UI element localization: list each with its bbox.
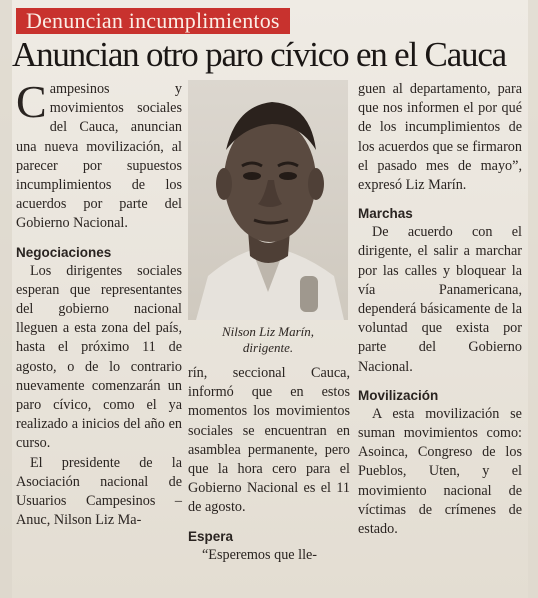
subhead-espera: Espera xyxy=(188,528,234,544)
article-column-1 xyxy=(16,76,182,530)
adjacent-column-bleed-right xyxy=(528,0,538,598)
adjacent-column-bleed-left xyxy=(0,0,12,598)
lead-paragraph xyxy=(16,76,182,234)
lead-text: ampesinos y movimientos sociales del Cauca, anuncian una nueva movilización, al parecer por supuestos incumplimientos de los acuerdos por parte del Gobierno Nacional. xyxy=(16,81,182,232)
subhead-negociaciones: Negociaciones xyxy=(16,244,112,260)
drop-cap: C xyxy=(16,76,47,127)
caption-role: dirigente. xyxy=(242,340,294,355)
paragraph-espera: “Esperemos que lle- xyxy=(202,546,318,563)
photo-caption xyxy=(188,324,348,356)
paragraph-negociaciones: Los dirigentes sociales esperan que representantes del gobierno nacional lleguen a esta zona del país, hasta el próximo 11 de agosto, o de lo contrario nuevamente comenzarán un paro cívico, como el ya realizado a inicios del año en curso. xyxy=(16,262,182,452)
article-column-3 xyxy=(358,80,522,539)
portrait-photo xyxy=(188,80,348,320)
paragraph-continuation: rín, seccional Cauca, informó que en estos momentos los movimientos sociales se encuentran en asamblea permanente, pero que la hora cero para el Gobierno Nacional es el 11 de agosto. xyxy=(188,365,350,516)
paragraph-movilizacion: A esta movilización se suman movimientos como: Asoinca, Congreso de los Pueblos, Uten, y el movimiento nacional de víctimas de crímenes de estado. xyxy=(358,405,522,538)
article-headline: Anuncian otro paro cívico en el Cauca xyxy=(12,35,506,74)
paragraph-quote-end: guen al departamento, para que nos informen el por qué de los incumplimientos de los acuerdos que se firmaron el pasado mes de mayo”, expresó Liz Marín. xyxy=(358,81,522,194)
caption-name: Nilson Liz Marín, xyxy=(221,324,315,339)
section-kicker: Denuncian incumplimientos xyxy=(16,8,290,34)
paragraph-presidente: El presidente de la Asociación nacional de Usuarios Campesinos –Anuc, Nilson Liz Ma- xyxy=(16,454,182,529)
portrait-image xyxy=(188,80,348,320)
subhead-movilizacion: Movilización xyxy=(358,387,439,403)
paragraph-marchas: De acuerdo con el dirigente, el salir a marchar por las calles y bloquear la vía Panamericana, dependerá básicamente de la voluntad que exista por parte del Gobierno Nacional. xyxy=(358,224,522,375)
article-column-2 xyxy=(188,364,350,565)
subhead-marchas: Marchas xyxy=(358,206,413,222)
